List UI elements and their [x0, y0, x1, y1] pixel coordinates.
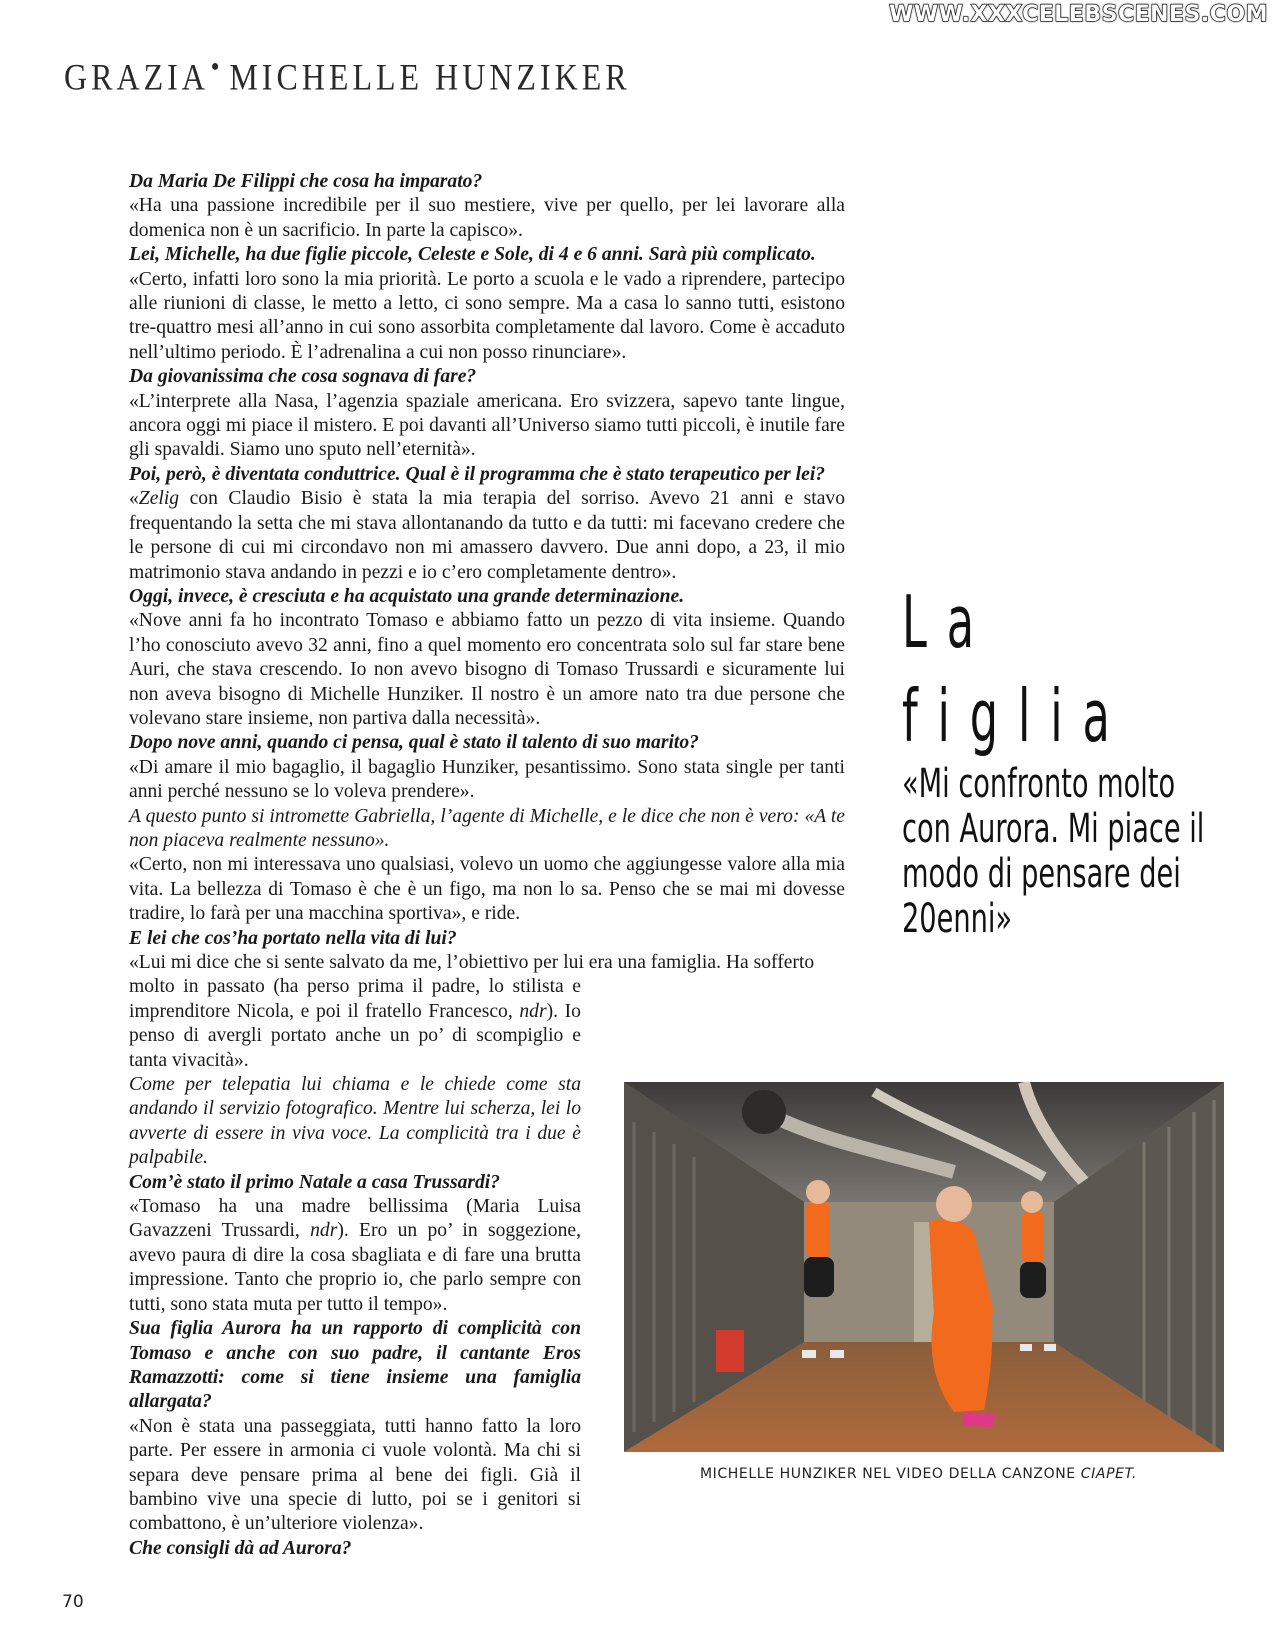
editor-note: ndr — [310, 1220, 338, 1242]
bullet-dot: ● — [210, 58, 224, 76]
interview-answer — [129, 975, 581, 1073]
editor-note: ndr — [519, 1000, 547, 1022]
paragraph-text: «Non è stata una passeggiata, tutti hanno fatto la loro parte. Per essere in armonia ci vuole volontà. Ma chi si separa deve pensare prima al bene dei figli. Già il bambino vive una specie di lutto, poi se i genitori si combattono, è un’ulteriore violenza». — [129, 1415, 581, 1535]
answer-lead-italic: Zelig — [138, 488, 180, 510]
interview-answer — [129, 756, 845, 805]
interview-question — [129, 1317, 581, 1415]
interview-answer — [129, 487, 845, 585]
interview-question — [129, 1537, 581, 1561]
answer-lead: « — [129, 488, 139, 510]
paragraph-text: Oggi, invece, è cresciuta e ha acquistato una grande determinazione. — [129, 585, 685, 607]
pullquote-title-line1: La — [902, 580, 994, 664]
interview-answer — [129, 609, 845, 731]
caption-prefix: MICHELLE HUNZIKER NEL VIDEO DELLA CANZONE — [700, 1466, 1081, 1482]
paragraph-tail: ). Ero un po’ in soggezione, avevo paura di dire la cosa sbagliata e di fare una brutta impressione. Tanto che proprio io, che parlo sempre con tutti, sono stata muta per tutto il tempo». — [129, 1220, 581, 1315]
interview-answer — [129, 951, 845, 975]
interview-narrow — [129, 975, 581, 1561]
paragraph-text: «Certo, non mi interessava uno qualsiasi, volevo un uomo che aggiungesse valore alla mia vita. La bellezza di Tomaso è che è un figo, ma non lo sa. Penso che se mai mi dovesse tradire, lo farà per una macchina sportiva», e ride. — [129, 854, 845, 925]
watermark: WWW.XXXCELEBSCENES.COM — [889, 2, 1268, 27]
interview-question — [129, 731, 845, 755]
paragraph-text: «Di amare il mio bagaglio, il bagaglio Hunziker, pesantissimo. Sono stata single per tanti anni perché nessuno se lo voleva prendere». — [129, 756, 845, 803]
paragraph-text: Com’è stato il primo Natale a casa Trussardi? — [129, 1171, 501, 1193]
masthead-subject: MICHELLE HUNZIKER — [229, 56, 631, 98]
paragraph-text: A questo punto si intromette Gabriella, l’agente di Michelle, e le dice che non è vero: «A te non piaceva realmente nessuno». — [129, 805, 845, 851]
interview-question — [129, 243, 845, 267]
narration-note — [129, 805, 845, 854]
paragraph-text: Poi, però, è diventata conduttrice. Qual è il programma che è stato terapeutico per lei? — [129, 463, 826, 485]
interview-answer — [129, 194, 845, 243]
interview-question — [129, 585, 845, 609]
masthead — [64, 56, 631, 99]
paragraph-text: Come per telepatia lui chiama e le chiede come sta andando il servizio fotografico. Mentre lui scherza, lei lo avverte di essere in viva voce. La complicità tra i due è palpabile. — [129, 1074, 581, 1169]
paragraph-text: Da giovanissima che cosa sognava di fare? — [129, 366, 477, 388]
photo-caption — [700, 1466, 1220, 1482]
paragraph-text: «Ha una passione incredibile per il suo mestiere, vive per quello, per lei lavorare alla domenica non è un sacrificio. In parte la capisco». — [129, 195, 845, 241]
interview-question — [129, 927, 845, 951]
paragraph-tail: ). Io penso di avergli portato anche un po’ di scompiglio e tanta vivacità». — [129, 1000, 581, 1071]
paragraph-text: con Claudio Bisio è stata la mia terapia del sorriso. Avevo 21 anni e stavo frequentando la setta che mi stava allontanando da tutto e da tutti: mi facevano credere che le persone di cui mi circondavo non mi amassero davvero. Due anni dopo, a 23, il mio matrimonio stava andando in pezzi e io c’ero completamente dentro». — [129, 488, 845, 583]
page-number: 70 — [62, 1592, 84, 1612]
interview-answer — [129, 268, 845, 366]
interview-answer — [129, 1415, 581, 1537]
pullquote-text: «Mi confronto molto con Aurora. Mi piace il modo di pensare dei 20enni» — [902, 761, 1205, 942]
photo-illustration — [624, 1082, 1224, 1452]
caption-song-title: CIAPET. — [1080, 1466, 1138, 1482]
paragraph-text: Che consigli dà ad Aurora? — [129, 1537, 352, 1559]
interview-answer — [129, 1195, 581, 1317]
paragraph-text: Da Maria De Filippi che cosa ha imparato? — [129, 171, 483, 192]
paragraph-text: E lei che cos’ha portato nella vita di lui? — [129, 927, 457, 949]
interview-question — [129, 170, 845, 194]
pullquote-title — [902, 575, 1130, 763]
article-photo — [624, 1082, 1224, 1452]
pullquote-title-line2: figlia — [902, 674, 1130, 758]
paragraph-text: «Lui mi dice che si sente salvato da me, l’obiettivo per lui era una famiglia. Ha sofferto — [129, 952, 815, 973]
paragraph-text: Sua figlia Aurora ha un rapporto di complicità con Tomaso e anche con suo padre, il cantante Eros Ramazzotti: come si tiene insieme una famiglia allargata? — [129, 1318, 581, 1413]
interview-answer — [129, 390, 845, 463]
paragraph-text: Lei, Michelle, ha due figlie piccole, Celeste e Sole, di 4 e 6 anni. Sarà più complicato. — [129, 244, 816, 266]
paragraph-text: «Nove anni fa ho incontrato Tomaso e abbiamo fatto un pezzo di vita insieme. Quando l’ho conosciuto avevo 32 anni, fino a quel momento ero concentrata solo sul far stare bene Auri, che stava crescendo. Io non avevo bisogno di Tomaso Trussardi e sicuramente lui non aveva bisogno di Michelle Hunziker. Il nostro è un amore nato tra due persone che volevano stare insieme, non partiva dalla necessità». — [129, 610, 845, 729]
interview-question — [129, 365, 845, 389]
interview-question — [129, 463, 845, 487]
paragraph-text: molto in passato (ha perso prima il padre, lo stilista e imprenditore Nicola, e poi il fratello Francesco, — [129, 976, 581, 1022]
paragraph-text: Dopo nove anni, quando ci pensa, qual è stato il talento di suo marito? — [129, 732, 699, 754]
interview-answer — [129, 853, 845, 926]
paragraph-text: «Tomaso ha una madre bellissima (Maria Luisa Gavazzeni Trussardi, — [129, 1196, 581, 1242]
interview-wide — [129, 170, 845, 975]
interview-question — [129, 1171, 581, 1195]
narration-note — [129, 1073, 581, 1171]
brand-name: GRAZIA — [64, 56, 209, 98]
paragraph-text: «Certo, infatti loro sono la mia priorità. Le porto a scuola e le vado a riprendere, partecipo alle riunioni di classe, le metto a letto, ci sono sempre. Ma a casa lo sanno tutti, esistono tre-quattro mesi all’anno in cui sono assorbita completamente dal lavoro. Come è accaduto nell’ultimo periodo. È l’adrenalina a cui non posso rinunciare». — [129, 268, 845, 363]
paragraph-text: «L’interprete alla Nasa, l’agenzia spaziale americana. Ero svizzera, sapevo tante lingue, ancora oggi mi piace il mistero. E poi davanti all’Universo siamo tutti piccoli, è inutile fare gli spavaldi. Siamo uno sputo nell’eternità». — [129, 390, 845, 461]
